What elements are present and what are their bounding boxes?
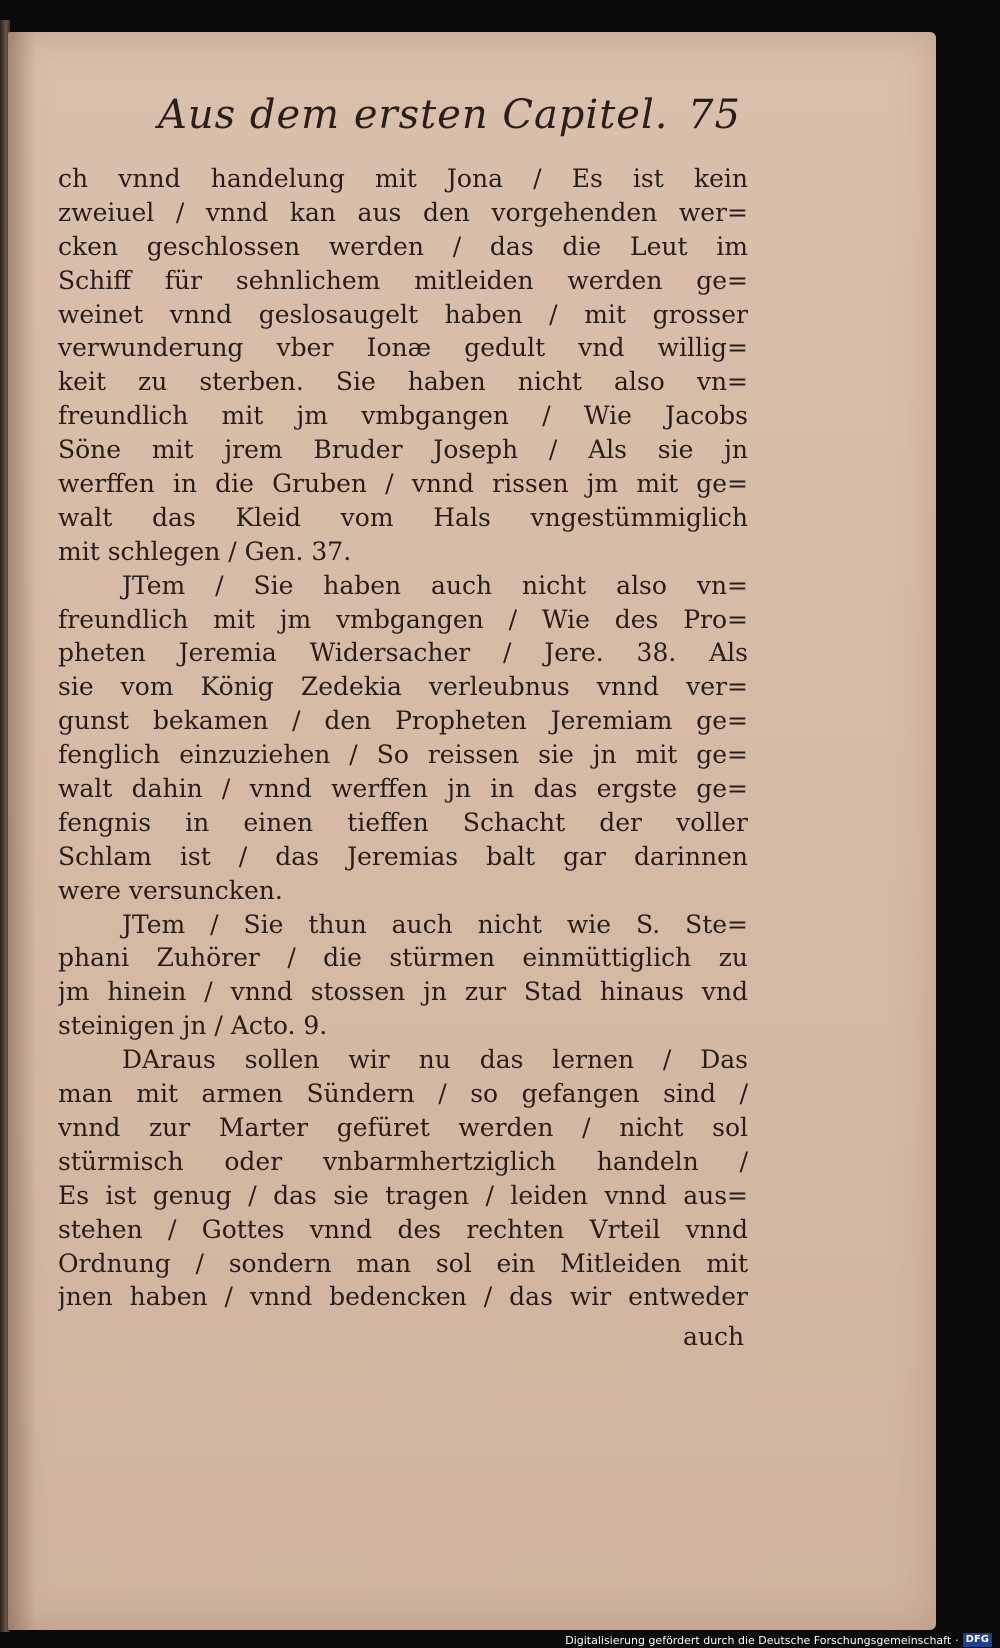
text-line: werffen in die Gruben / vnnd rissen jm mit ge=: [58, 469, 748, 499]
text-line: jm hinein / vnnd stossen jn zur Stad hinaus vnd: [58, 977, 748, 1007]
text-line: Es ist genug / das sie tragen / leiden vnnd aus=: [58, 1180, 748, 1210]
dfg-logo: DFG: [963, 1633, 992, 1647]
text-line: cken geschlossen werden / das die Leut im: [58, 231, 748, 261]
text-line: freundlich mit jm vmbgangen / Wie Jacobs: [58, 401, 748, 431]
text-line: Schlam ist / das Jeremias balt gar darinnen: [58, 841, 748, 871]
text-line: steinigen jn / Acto. 9.: [58, 1011, 328, 1041]
text-line: pheten Jeremia Widersacher / Jere. 38. Als: [58, 638, 748, 668]
catchword: auch: [683, 1322, 745, 1351]
text-line: jnen haben / vnnd bedencken / das wir entweder: [58, 1282, 748, 1312]
text-line: Ordnung / sondern man sol ein Mitleiden mit: [58, 1248, 748, 1278]
text-line: walt das Kleid vom Hals vngestümmiglich: [58, 502, 748, 532]
digitization-credit: [565, 1632, 992, 1648]
text-line: DAraus sollen wir nu das lernen / Das: [122, 1045, 748, 1075]
text-line: mit schlegen / Gen. 37.: [58, 536, 352, 566]
body-text: [58, 162, 748, 1314]
text-line: Söne mit jrem Bruder Joseph / Als sie jn: [58, 435, 748, 465]
text-line: vnnd zur Marter gefüret werden / nicht sol: [58, 1112, 748, 1142]
text-line: verwunderung vber Ionæ gedult vnd willig=: [58, 333, 748, 363]
running-title: Aus dem ersten Capitel.: [158, 92, 669, 138]
text-line: fengnis in einen tieffen Schacht der voller: [58, 807, 748, 837]
text-line: sie vom König Zedekia verleubnus vnnd ver=: [58, 672, 748, 702]
text-line: phani Zuhörer / die stürmen einmüttiglich zu: [58, 943, 748, 973]
text-line: keit zu sterben. Sie haben nicht also vn=: [58, 367, 748, 397]
text-line: stürmisch oder vnbarmhertziglich handeln /: [58, 1146, 748, 1176]
text-line: weinet vnnd geslosaugelt haben / mit grosser: [58, 299, 748, 329]
text-line: stehen / Gottes vnnd des rechten Vrteil vnnd: [58, 1214, 748, 1244]
page-number: 75: [688, 92, 741, 138]
text-line: walt dahin / vnnd werffen jn in das ergste ge=: [58, 774, 748, 804]
text-line: man mit armen Sündern / so gefangen sind /: [58, 1079, 748, 1109]
text-line: fenglich einzuziehen / So reissen sie jn mit ge=: [58, 740, 748, 770]
credit-text: Digitalisierung gefördert durch die Deutsche Forschungsgemeinschaft: [565, 1633, 952, 1647]
text-line: JTem / Sie haben auch nicht also vn=: [122, 570, 748, 600]
text-line: zweiuel / vnnd kan aus den vorgehenden wer=: [58, 197, 748, 227]
text-line: Schiff für sehnlichem mitleiden werden ge=: [58, 265, 748, 295]
text-line: JTem / Sie thun auch nicht wie S. Ste=: [122, 909, 748, 939]
text-line: were versuncken.: [58, 875, 283, 905]
book-page: [8, 32, 936, 1630]
text-line: freundlich mit jm vmbgangen / Wie des Pro=: [58, 604, 748, 634]
credit-separator: ·: [955, 1633, 959, 1647]
page-header: [158, 74, 758, 154]
text-line: gunst bekamen / den Propheten Jeremiam ge=: [58, 706, 748, 736]
text-line: ch vnnd handelung mit Jona / Es ist kein: [58, 164, 748, 193]
